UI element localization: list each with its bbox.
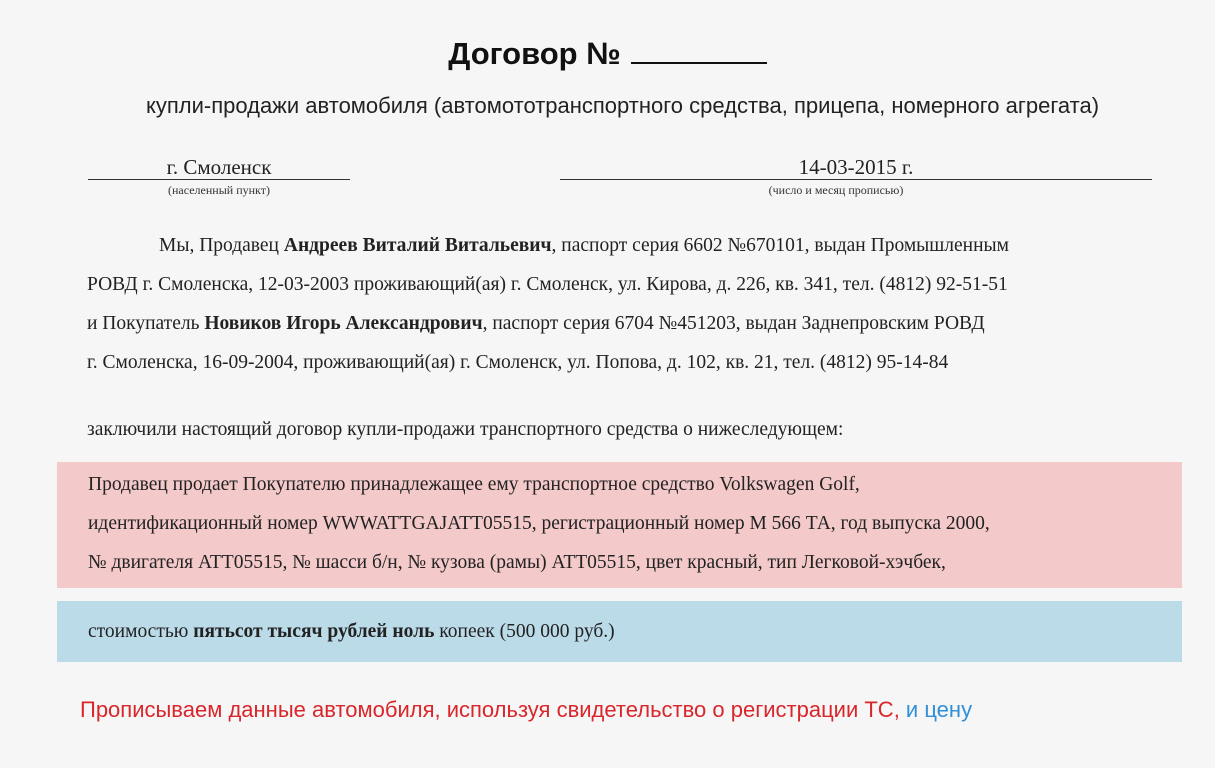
place-block xyxy=(88,155,350,198)
contract-title-text: Договор № xyxy=(448,36,621,71)
parties-line-4: г. Смоленска, 16-09-2004, проживающий(ая) г. Смоленск, ул. Попова, д. 102, кв. 21, тел. (4812) 95-14-84 xyxy=(87,352,949,373)
vehicle-line-3: № двигателя ATT05515, № шасси б/н, № кузова (рамы) ATT05515, цвет красный, тип Легковой-хэчбек, xyxy=(88,552,946,573)
date-caption: (число и месяц прописью) xyxy=(768,183,904,197)
parties-line-3 xyxy=(87,304,1177,343)
parties-line-1 xyxy=(87,226,1177,265)
parties-line-1-pre: Мы, Продавец xyxy=(159,235,284,256)
price-pre: стоимостью xyxy=(88,621,194,642)
annotation-note xyxy=(80,697,972,723)
contract-number-blank xyxy=(631,36,767,64)
date-block xyxy=(560,155,1152,198)
parties-paragraph xyxy=(87,226,1177,382)
annotation-red-text: Прописываем данные автомобиля, используя свидетельство о регистрации ТС, xyxy=(80,697,900,722)
annotation-blue-text: и цену xyxy=(899,697,973,722)
place-value: г. Смоленск xyxy=(88,155,350,180)
date-value: 14-03-2015 г. xyxy=(560,155,1152,180)
place-caption: (населенный пункт) xyxy=(168,183,270,197)
buyer-name: Новиков Игорь Александрович xyxy=(204,313,483,334)
agreement-line: заключили настоящий договор купли-продажи транспортного средства о нижеследующем: xyxy=(87,419,844,440)
price-post: копеек (500 000 руб.) xyxy=(434,621,615,642)
parties-line-1-post: , паспорт серия 6602 №670101, выдан Промышленным xyxy=(551,235,1009,256)
price-words: пятьсот тысяч рублей ноль xyxy=(193,621,435,642)
contract-subtitle: купли-продажи автомобиля (автомототранспортного средства, прицепа, номерного агрегата) xyxy=(145,93,1100,118)
parties-line-3-post: , паспорт серия 6704 №451203, выдан Заднепровским РОВД xyxy=(482,313,985,334)
vehicle-paragraph xyxy=(88,465,1178,582)
parties-line-3-pre: и Покупатель xyxy=(87,313,205,334)
contract-title xyxy=(0,36,1215,72)
seller-name: Андреев Виталий Витальевич xyxy=(283,235,552,256)
price-line xyxy=(88,612,1178,651)
vehicle-line-2: идентификационный номер WWWATTGAJATT05515, регистрационный номер М 566 ТА, год выпуска 2000, xyxy=(88,513,990,534)
vehicle-line-1: Продавец продает Покупателю принадлежащее ему транспортное средство Volkswagen Golf, xyxy=(88,474,860,495)
parties-line-2: РОВД г. Смоленска, 12-03-2003 проживающий(ая) г. Смоленск, ул. Кирова, д. 226, кв. 341, тел. (4812) 92-51-51 xyxy=(87,274,1008,295)
